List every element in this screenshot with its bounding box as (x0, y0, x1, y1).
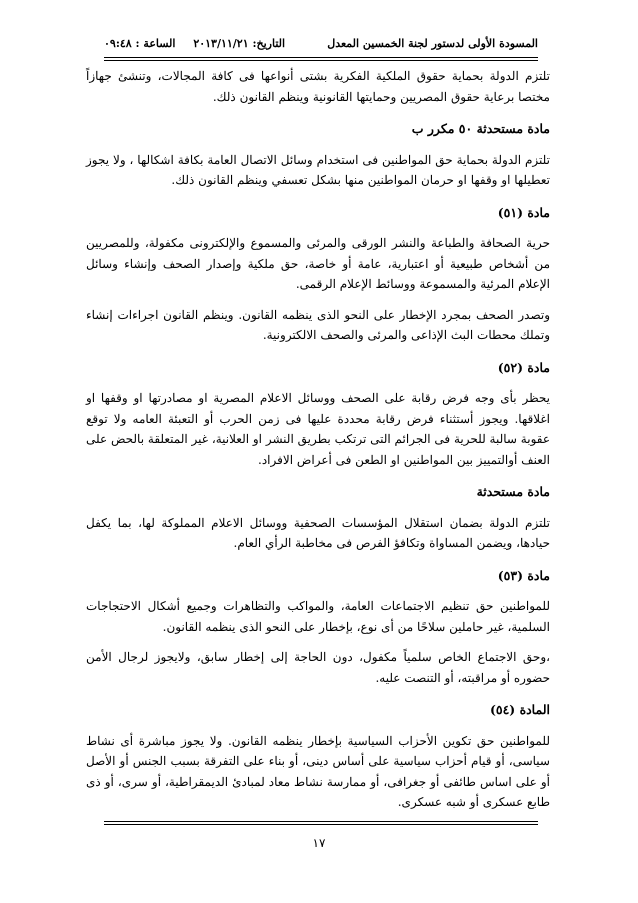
document-title: المسودة الأولى لدستور لجنة الخمسين المعدل (327, 36, 538, 50)
footer-divider (104, 821, 538, 825)
article-heading: المادة (٥٤) (489, 702, 550, 717)
paragraph: ،وحق الاجتماع الخاص سلمياً مكفول، دون الحاجة إلى إخطار سابق، ولايجوز لرجال الأمن حضوره أو مراقبته، أو التنصت عليه. (86, 650, 550, 685)
page-header (104, 30, 538, 56)
header-meta (104, 37, 285, 50)
header-divider (104, 57, 538, 61)
page-number: ١٧ (312, 836, 326, 850)
paragraph: وتصدر الصحف بمجرد الإخطار على النحو الذى ينظمه القانون. وينظم القانون اجراءات إنشاء وتملك محطات البث الإذاعى والمرئى والصحف الالكترونية. (86, 307, 550, 342)
paragraph: تلتزم الدولة بضمان استقلال المؤسسات الصحفية ووسائل الاعلام المملوكة لها، بما يكفل حيادها، ويضمن المساواة وتكافؤ الفرص فى مخاطبة الرأي العام. (86, 515, 550, 550)
paragraph: للمواطنين حق تكوين الأحزاب السياسية بإخطار ينظمه القانون. ولا يجوز مباشرة أى نشاط سياسى، أو قيام أحزاب سياسية على أساس دينى، أو بناء على التفرقة بسبب الجنس أو الأصل أو على اساس طائفى أو جغرافى، أو ممارسة نشاط معاد لمبادئ الديمقراطية، أو سرى، أو ذى طابع عسكرى أو شبه عسكرى. (86, 733, 550, 809)
article-heading: مادة مستحدثة ٥٠ مكرر ب (411, 121, 550, 136)
article-heading: مادة مستحدثة (476, 484, 550, 499)
paragraph: للمواطنين حق تنظيم الاجتماعات العامة، والمواكب والتظاهرات وجميع أشكال الاحتجاجات السلمية، غير حاملين سلاحًا من أى نوع، بإخطار على النحو الذى ينظمه القانون. (86, 599, 550, 634)
article-heading: مادة (٥١) (497, 204, 550, 220)
paragraph: حرية الصحافة والطباعة والنشر الورقى والمرئى والمسموع والإلكترونى مكفولة، وللمصريين من أشخاص طبيعية أو اعتبارية، عامة أو خاصة، حق ملكية وإصدار الصحف وإنشاء وسائل الإعلام المرئية والمسموعة ووسائط الإعلام الرقمى. (86, 236, 550, 291)
article-heading: مادة (٥٣) (497, 567, 550, 583)
header-date: التاريخ: ٢٠١٣/١١/٢١ (193, 36, 286, 50)
header-time: الساعة : ٠٩:٤٨ (104, 36, 176, 50)
paragraph: تلتزم الدولة بحماية حقوق الملكية الفكرية بشتى أنواعها فى كافة المجالات، وتنشئ جهازاً مختصا برعاية حقوق المصريين وحمايتها القانونية وينظم القانون ذلك. (86, 69, 550, 104)
article-heading: مادة (٥٢) (497, 359, 550, 375)
document-body (86, 66, 550, 823)
paragraph: تلتزم الدولة بحماية حق المواطنين فى استخدام وسائل الاتصال العامة بكافة اشكالها ، ولا يجوز تعطيلها او وقفها او حرمان المواطنين منها بشكل تعسفي وينظم القانون ذلك. (86, 152, 550, 187)
paragraph: يحظر بأى وجه فرض رقابة على الصحف ووسائل الاعلام المصرية او مصادرتها او وقفها او اغلاقها. ويجوز أستثناء فرض رقابة محددة عليها فى زمن الحرب أو التعبئة العامه ولا توقع عقوبة سالبة للحرية فى الجرائم التى ترتكب بطريق النشر او العلانية، غير المتعلقة بالحض على العنف أوالتمييز بين المواطنين او الطعن فى أعراض الافراد. (86, 391, 550, 467)
